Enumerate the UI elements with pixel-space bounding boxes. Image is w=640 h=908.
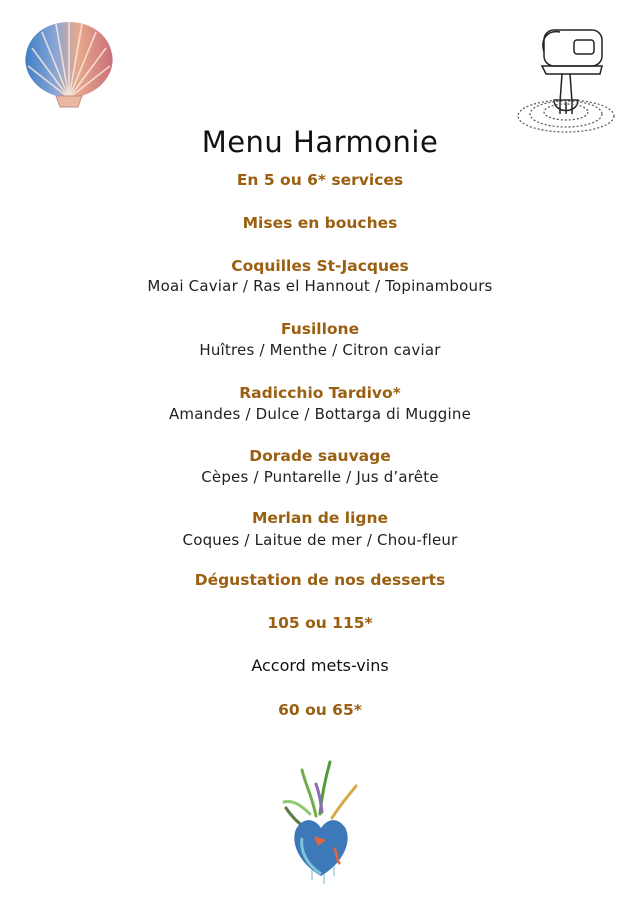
menu-subtitle: En 5 ou 6* services bbox=[236, 171, 404, 189]
course-description: Moai Caviar / Ras el Hannout / Topinambours bbox=[147, 277, 493, 295]
course-name: Merlan de ligne bbox=[251, 509, 389, 527]
course-description: Coques / Laitue de mer / Chou-fleur bbox=[182, 531, 458, 549]
seaweed-heart-icon bbox=[276, 756, 366, 886]
course-name: Fusillone bbox=[280, 320, 360, 338]
course-name: Coquilles St-Jacques bbox=[231, 257, 409, 275]
course-description: Cèpes / Puntarelle / Jus d’arête bbox=[201, 468, 439, 486]
course-name: Dorade sauvage bbox=[249, 447, 391, 465]
hand-mixer-icon bbox=[514, 22, 618, 134]
course-name: Radicchio Tardivo* bbox=[239, 384, 401, 402]
course-description: Amandes / Dulce / Bottarga di Muggine bbox=[168, 405, 472, 423]
wine-pairing-price: 60 ou 65* bbox=[278, 701, 362, 719]
scallop-shell-icon bbox=[18, 18, 120, 110]
wine-pairing-label: Accord mets-vins bbox=[251, 656, 389, 675]
dessert-heading: Dégustation de nos desserts bbox=[194, 571, 446, 589]
amuse-bouche-heading: Mises en bouches bbox=[242, 214, 398, 232]
menu-price: 105 ou 115* bbox=[267, 614, 373, 632]
menu-title: Menu Harmonie bbox=[201, 125, 439, 160]
course-description: Huîtres / Menthe / Citron caviar bbox=[199, 341, 441, 359]
